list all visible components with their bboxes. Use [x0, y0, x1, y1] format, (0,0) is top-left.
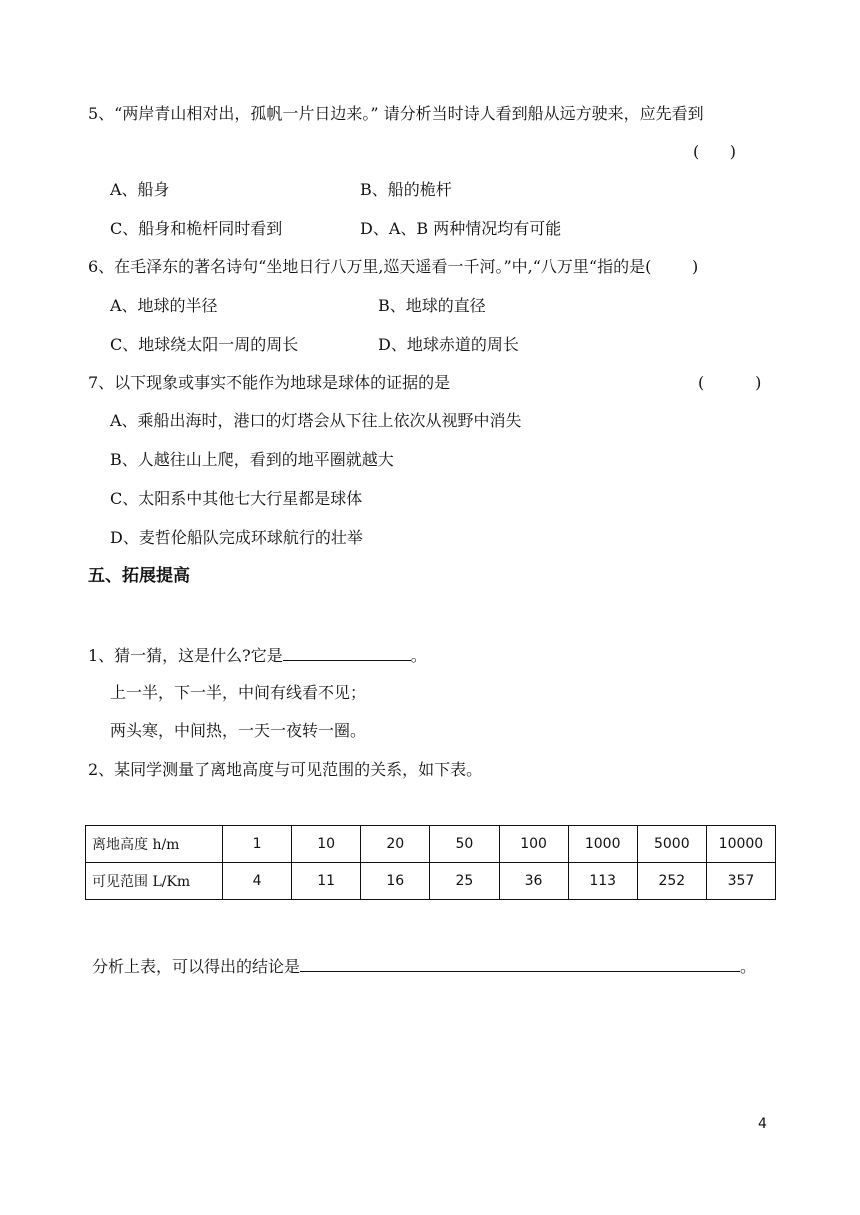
- q7-answer-bracket: ( ): [698, 373, 762, 392]
- q7-option-a: A、乘船出海时，港口的灯塔会从下往上依次从视野中消失: [110, 411, 522, 430]
- table-cell: 113: [568, 863, 637, 900]
- table-cell: 357: [706, 863, 775, 900]
- height-visibility-table: [85, 825, 776, 900]
- conclusion-answer-blank[interactable]: [300, 955, 740, 972]
- q6-option-b: B、地球的直径: [378, 296, 486, 315]
- table-cell: 11: [292, 863, 361, 900]
- q5-answer-bracket: ( ): [693, 142, 736, 161]
- ext-q2-stem: 2、某同学测量了离地高度与可见范围的关系，如下表。: [88, 760, 483, 779]
- q7-option-d: D、麦哲伦船队完成环球航行的壮举: [110, 528, 363, 547]
- ext-q1-suffix: 。: [410, 646, 427, 665]
- q5-option-c: C、船身和桅杆同时看到: [110, 219, 283, 238]
- q7-option-c: C、太阳系中其他七大行星都是球体: [110, 489, 363, 508]
- q7-option-b: B、人越往山上爬，看到的地平圈就越大: [110, 450, 394, 469]
- table-cell: 20: [361, 826, 430, 863]
- q5-option-d: D、A、B 两种情况均有可能: [360, 219, 562, 238]
- table-cell: 25: [430, 863, 499, 900]
- riddle-line-1: 上一半，下一半，中间有线看不见；: [110, 683, 367, 702]
- riddle-line-2: 两头寒，中间热，一天一夜转一圈。: [110, 721, 367, 740]
- q5-option-b: B、船的桅杆: [360, 180, 452, 199]
- table-cell: 4: [223, 863, 292, 900]
- table-cell: 5000: [637, 826, 706, 863]
- q6-option-d: D、地球赤道的周长: [378, 335, 519, 354]
- conclusion-suffix: 。: [740, 957, 757, 976]
- table-cell: 10000: [706, 826, 775, 863]
- table-cell: 10: [292, 826, 361, 863]
- q5-stem: 5、“两岸青山相对出，孤帆一片日边来。” 请分析当时诗人看到船从远方驶来，应先看到: [88, 104, 704, 123]
- table-row: [86, 863, 776, 900]
- conclusion-line: [92, 955, 756, 978]
- section-title: 五、拓展提高: [88, 566, 190, 586]
- ext-q1-prefix: 1、猜一猜，这是什么?它是: [88, 646, 283, 665]
- table-row-label: 可见范围 L/Km: [86, 863, 223, 900]
- table-cell: 16: [361, 863, 430, 900]
- conclusion-prefix: 分析上表，可以得出的结论是: [92, 957, 301, 976]
- table-cell: 1: [223, 826, 292, 863]
- q6-option-a: A、地球的半径: [110, 296, 218, 315]
- q5-option-a: A、船身: [110, 180, 170, 199]
- ext-q1-answer-blank[interactable]: [283, 644, 411, 661]
- page-number: 4: [758, 1116, 767, 1132]
- q6-option-c: C、地球绕太阳一周的周长: [110, 335, 299, 354]
- table-cell: 36: [499, 863, 568, 900]
- table-cell: 252: [637, 863, 706, 900]
- q7-stem: 7、以下现象或事实不能作为地球是球体的证据的是: [88, 373, 451, 392]
- table-cell: 50: [430, 826, 499, 863]
- table-row-label: 离地高度 h/m: [86, 826, 223, 863]
- table-cell: 1000: [568, 826, 637, 863]
- q6-stem: 6、在毛泽东的著名诗句“坐地日行八万里,巡天遥看一千河。”中,“八万里“指的是( ): [88, 257, 699, 276]
- table-row: [86, 826, 776, 863]
- ext-q1: [88, 644, 427, 667]
- table-cell: 100: [499, 826, 568, 863]
